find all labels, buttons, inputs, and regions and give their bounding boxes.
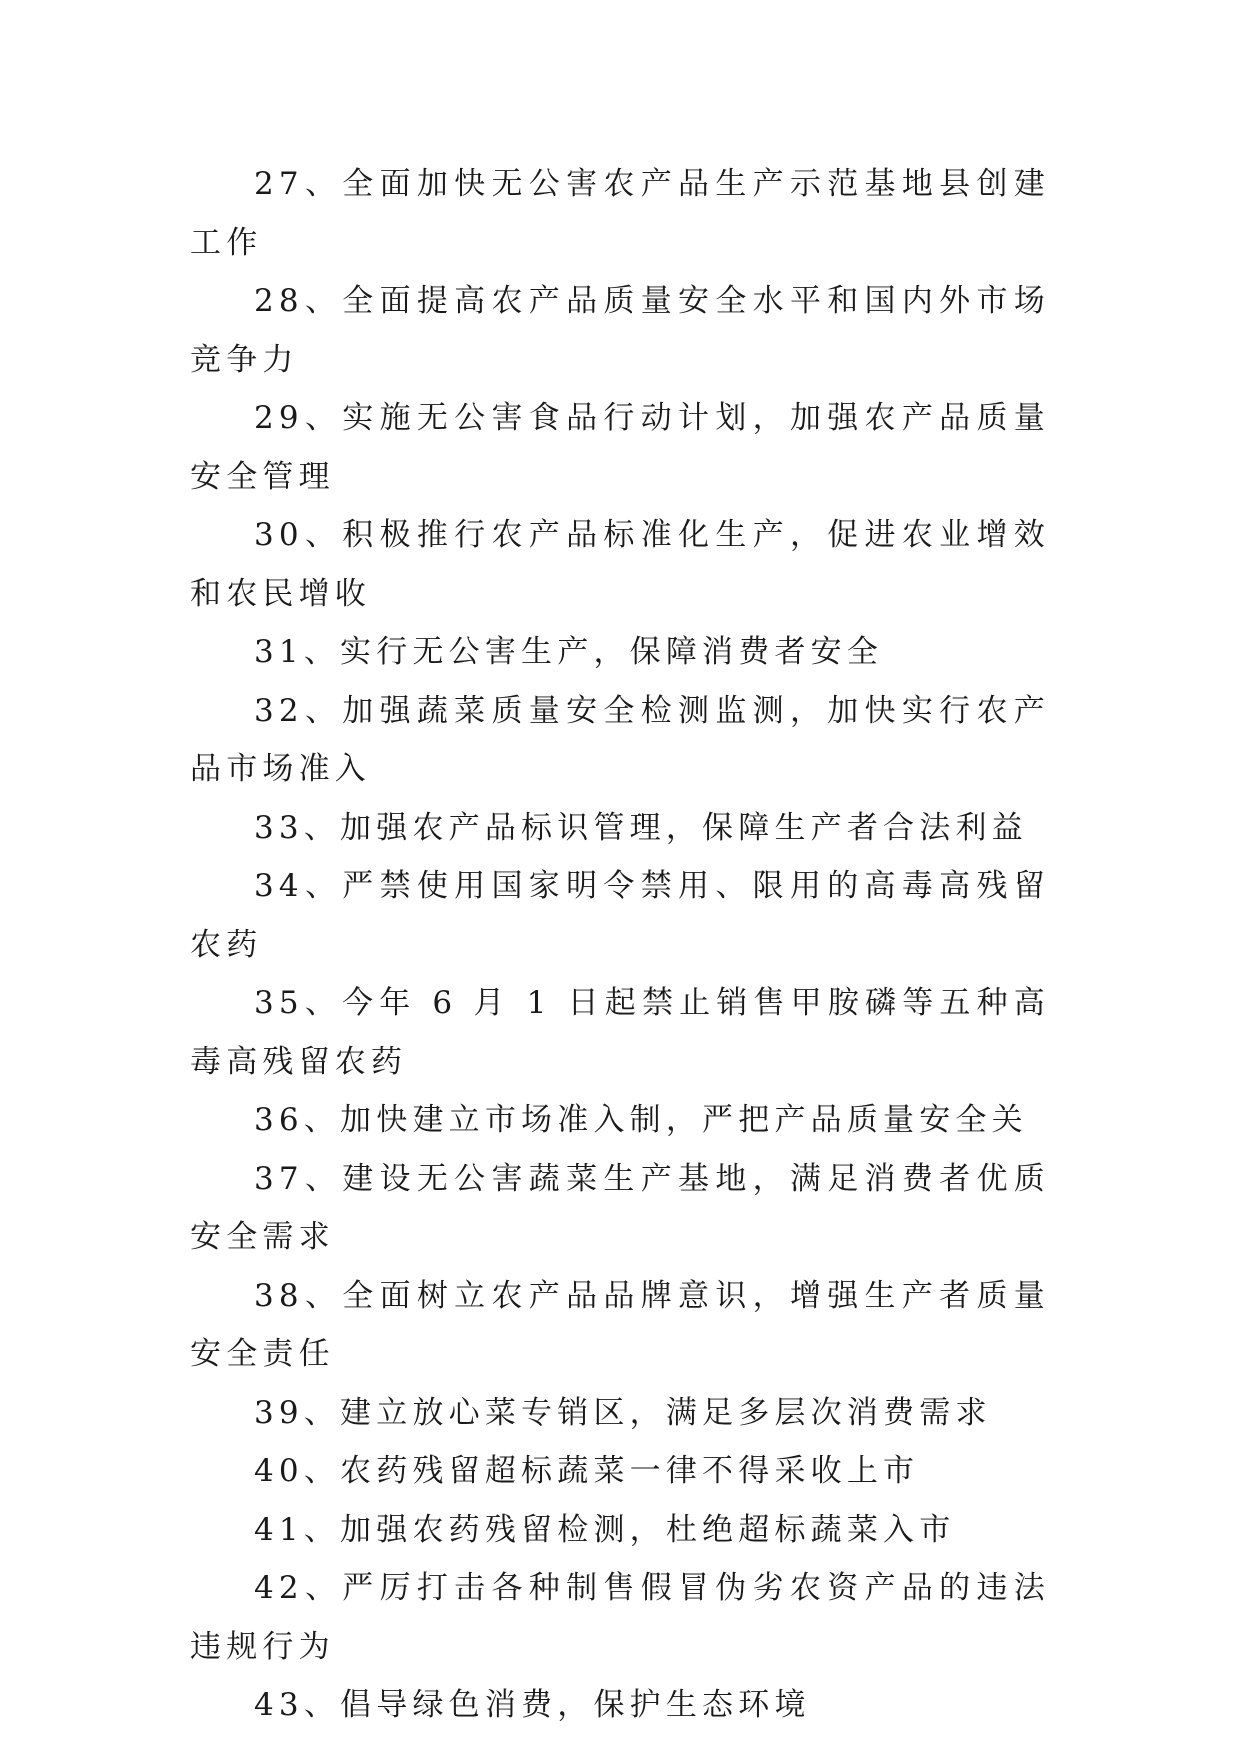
list-item: 35、今年 6 月 1 日起禁止销售甲胺磷等五种高毒高残留农药 [190, 985, 1050, 1080]
list-item: 31、实行无公害生产，保障消费者安全 [254, 634, 884, 670]
list-item: 37、建设无公害蔬菜生产基地，满足消费者优质安全需求 [190, 1160, 1050, 1255]
list-item: 42、严厉打击各种制售假冒伪劣农资产品的违法违规行为 [190, 1570, 1050, 1665]
list-item: 27、全面加快无公害农产品生产示范基地县创建工作 [190, 166, 1050, 261]
list-item: 29、实施无公害食品行动计划，加强农产品质量安全管理 [190, 400, 1050, 495]
list-item: 36、加快建立市场准入制，严把产品质量安全关 [254, 1102, 1028, 1138]
list-item: 40、农药残留超标蔬菜一律不得采收上市 [254, 1453, 920, 1489]
list-item: 32、加强蔬菜质量安全检测监测，加快实行农产品市场准入 [190, 692, 1050, 787]
list-item: 38、全面树立农产品品牌意识，增强生产者质量安全责任 [190, 1277, 1050, 1372]
list-item: 30、积极推行农产品标准化生产，促进农业增效和农民增收 [190, 517, 1050, 612]
list-item: 43、倡导绿色消费，保护生态环境 [254, 1687, 811, 1723]
list-item: 28、全面提高农产品质量安全水平和国内外市场竞争力 [190, 283, 1050, 378]
list-item: 33、加强农产品标识管理，保障生产者合法利益 [254, 809, 1028, 846]
document-body [190, 155, 1050, 1735]
list-item: 34、严禁使用国家明令禁用、限用的高毒高残留农药 [190, 868, 1050, 963]
list-item: 41、加强农药残留检测，杜绝超标蔬菜入市 [254, 1511, 956, 1548]
list-item: 39、建立放心菜专销区，满足多层次消费需求 [254, 1394, 992, 1431]
